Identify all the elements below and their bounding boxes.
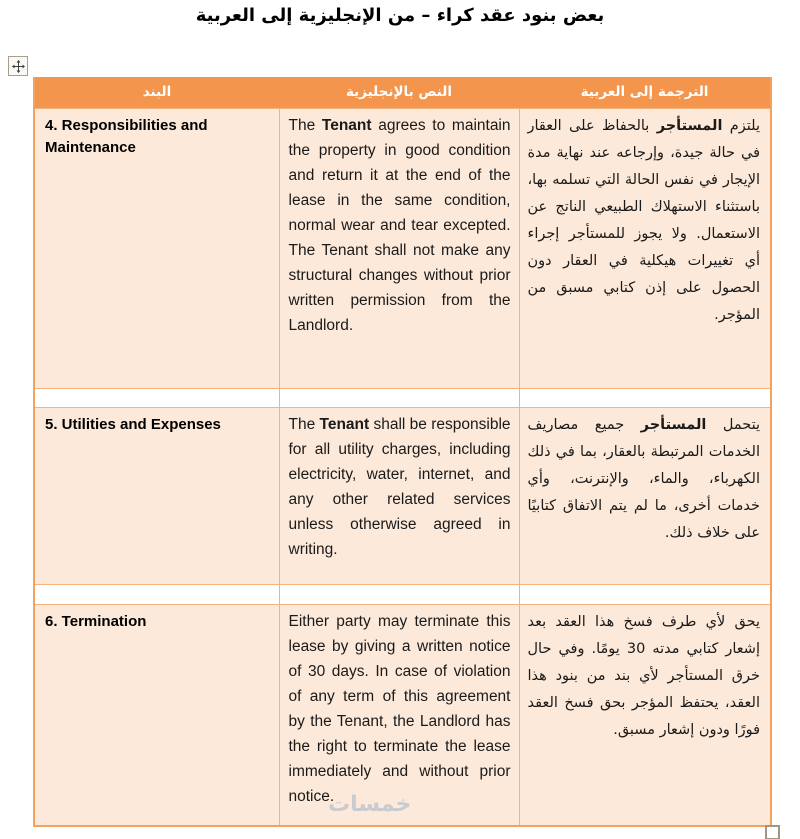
spacer-cell	[279, 388, 519, 407]
english-cell-4[interactable]	[279, 108, 519, 388]
arabic-cell-4[interactable]	[519, 108, 771, 388]
spacer-row	[34, 584, 771, 604]
spacer-cell	[519, 388, 771, 407]
english-cell-5[interactable]	[279, 407, 519, 584]
clause-cell-5[interactable]: 5. Utilities and Expenses	[34, 407, 279, 584]
english-text: agrees to maintain the property in good condition and return it at the end of the lease in the same condition, normal wear and tear excepted. The Tenant shall not make any structural changes without prior written permission from the Landlord.	[288, 116, 511, 334]
english-text: shall be responsible for all utility charges, including electricity, water, internet, and any other related services unless otherwise agreed in writing.	[288, 415, 511, 558]
arabic-bold-term: المستأجر	[640, 416, 707, 433]
table-resize-handle[interactable]	[765, 825, 780, 839]
arabic-text: يتحمل	[706, 416, 760, 433]
table-row	[34, 108, 771, 388]
header-arabic[interactable]: الترجمة إلى العربية	[519, 77, 771, 108]
arabic-text: يحق لأي طرف فسخ هذا العقد بعد إشعار كتابي مدته 30 يومًا. وفي حال خرق المستأجر لأي بند من بنود هذا العقد، يحتفظ المؤجر بحق فسخ العقد فورًا ودون إشعار مسبق.	[527, 613, 760, 738]
header-english[interactable]: النص بالإنجليزية	[279, 77, 519, 108]
arabic-text: يلتزم	[722, 117, 760, 134]
spacer-row	[34, 388, 771, 407]
spacer-cell	[34, 584, 279, 604]
english-text: Either party may terminate this lease by giving a written notice of 30 days. In case of violation of any term of this agreement by the Tenant, the Landlord has the right to terminate the lease immediately and without prior notice.	[288, 612, 511, 805]
table-header-row	[34, 77, 771, 108]
clause-cell-4[interactable]: 4. Responsibilities and Maintenance	[34, 108, 279, 388]
table-row	[34, 407, 771, 584]
spacer-cell	[519, 584, 771, 604]
arabic-bold-term: المستأجر	[656, 117, 723, 134]
page-title[interactable]: بعض بنود عقد كراء – من الإنجليزية إلى العربية	[195, 5, 605, 26]
header-clause[interactable]: البند	[34, 77, 279, 108]
table-row	[34, 604, 771, 826]
spacer-cell	[34, 388, 279, 407]
english-bold-term: Tenant	[321, 116, 372, 134]
table-move-handle[interactable]	[8, 56, 28, 76]
arabic-cell-6[interactable]	[519, 604, 771, 826]
clause-cell-6[interactable]: 6. Termination	[34, 604, 279, 826]
arabic-cell-5[interactable]	[519, 407, 771, 584]
watermark-text: خمسات	[328, 792, 412, 817]
arabic-text: بالحفاظ على العقار في حالة جيدة، وإرجاعه عند نهاية مدة الإيجار في نفس الحالة التي تسلمه بها، باستثناء الاستهلاك الطبيعي الناتج عن الاستعمال. ولا يجوز للمستأجر إجراء أي تغييرات هيكلية في العقار دون الحصول على إذن كتابي مسبق من المؤجر.	[527, 117, 760, 323]
move-icon	[12, 60, 25, 73]
spacer-cell	[279, 584, 519, 604]
arabic-text: جميع مصاريف الخدمات المرتبطة بالعقار، بما في ذلك الكهرباء، والماء، والإنترنت، وأي خدمات أخرى، ما لم يتم الاتفاق كتابيًا على خلاف ذلك.	[527, 416, 760, 541]
english-cell-6[interactable]	[279, 604, 519, 826]
english-text: The	[288, 415, 320, 433]
english-text: The	[288, 116, 322, 134]
translation-table	[33, 77, 772, 827]
english-bold-term: Tenant	[319, 415, 370, 433]
